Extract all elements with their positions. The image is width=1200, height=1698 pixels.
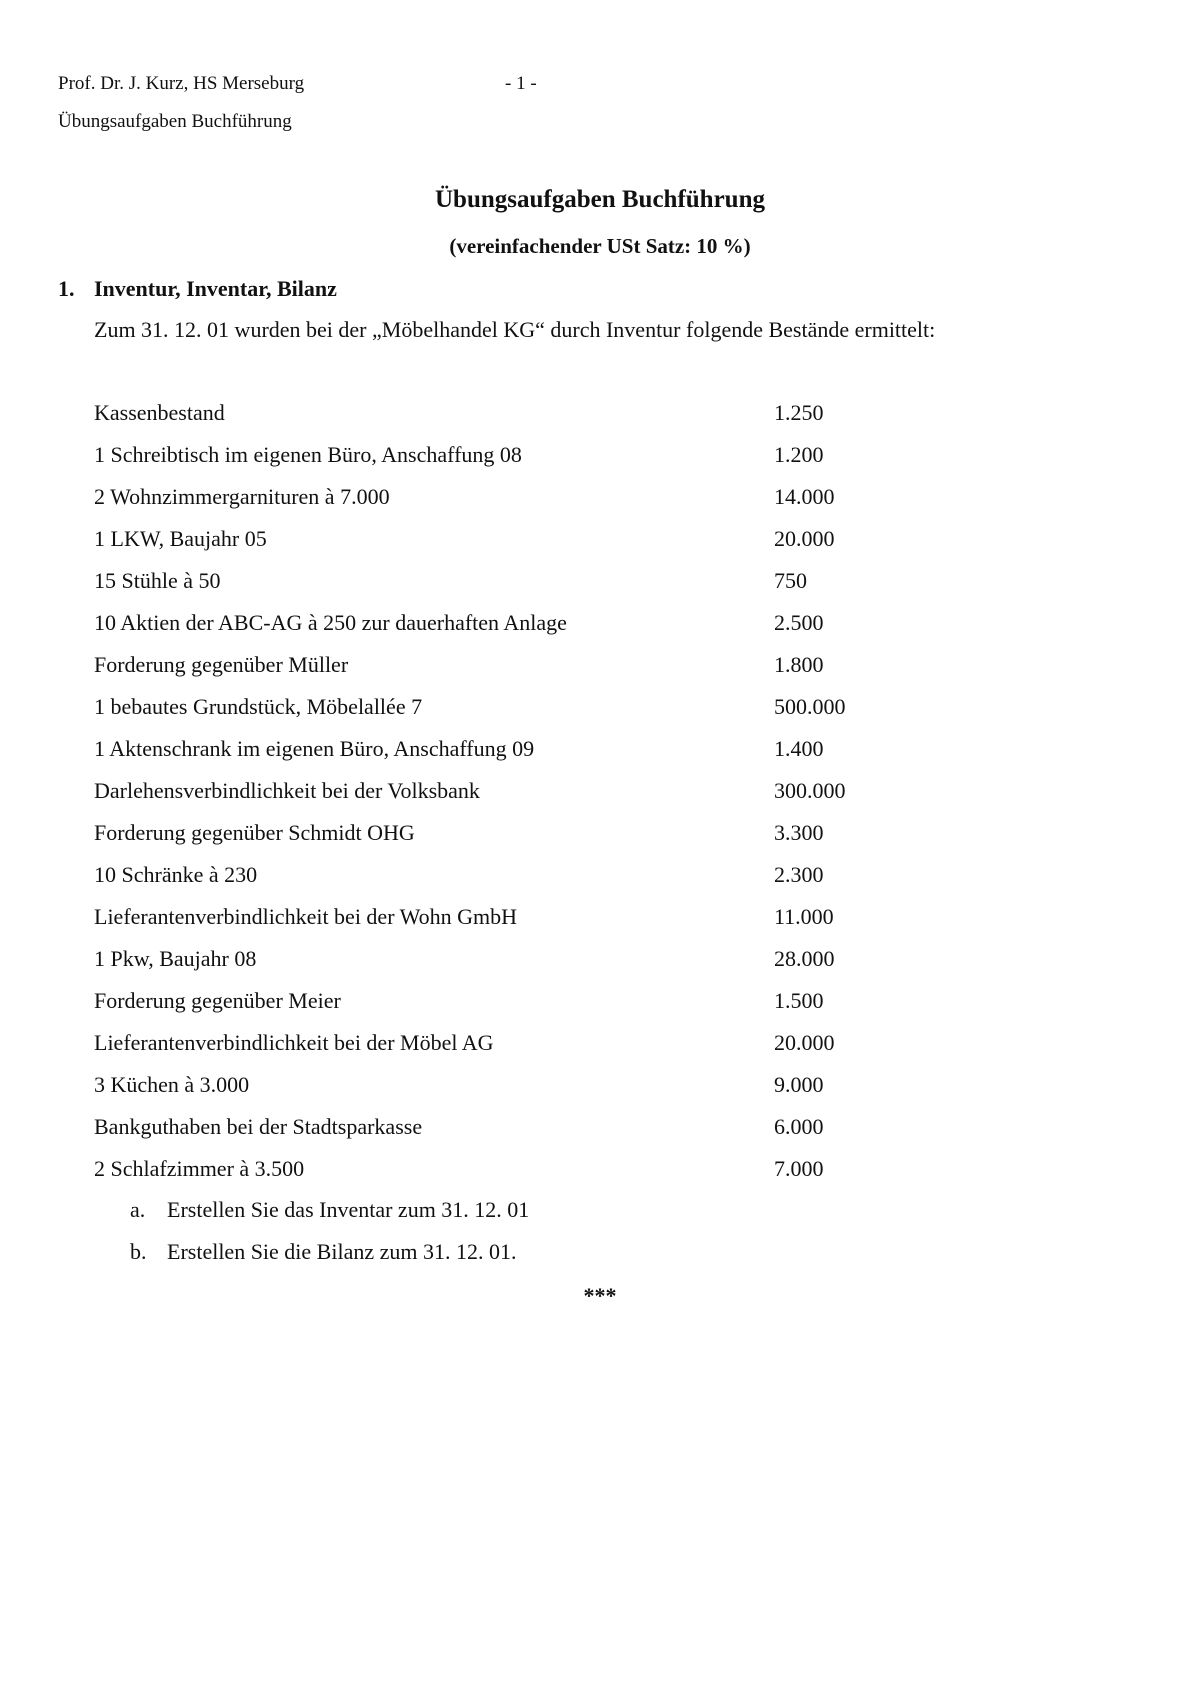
inventory-item-label: Kassenbestand	[94, 400, 225, 425]
inventory-item	[94, 483, 1094, 525]
inventory-item-value: 500.000	[774, 694, 846, 719]
inventory-item-label: Darlehensverbindlichkeit bei der Volksbank	[94, 778, 480, 803]
inventory-item-value: 2.500	[774, 610, 824, 635]
inventory-item-value: 1.200	[774, 442, 824, 467]
inventory-item-label: 10 Aktien der ABC-AG à 250 zur dauerhaften Anlage	[94, 610, 567, 635]
section-intro: Zum 31. 12. 01 wurden bei der „Möbelhandel KG“ durch Inventur folgende Bestände ermittelt:	[94, 317, 936, 342]
inventory-item-value: 28.000	[774, 946, 835, 971]
inventory-item-value: 14.000	[774, 484, 835, 509]
inventory-item-value: 2.300	[774, 862, 824, 887]
inventory-item-value: 300.000	[774, 778, 846, 803]
inventory-item-label: 1 Pkw, Baujahr 08	[94, 946, 257, 971]
inventory-item	[94, 777, 1094, 819]
task-letter: b.	[130, 1239, 147, 1264]
header-page-number: - 1 -	[505, 73, 537, 94]
inventory-item	[94, 735, 1094, 777]
inventory-item	[94, 1029, 1094, 1071]
inventory-item	[94, 1155, 1094, 1197]
inventory-item-label: Lieferantenverbindlichkeit bei der Wohn GmbH	[94, 904, 518, 929]
task-text: Erstellen Sie das Inventar zum 31. 12. 01	[167, 1197, 530, 1222]
inventory-item-value: 9.000	[774, 1072, 824, 1097]
inventory-item-value: 11.000	[774, 904, 834, 929]
inventory-item-value: 7.000	[774, 1156, 824, 1181]
inventory-item-value: 1.500	[774, 988, 824, 1013]
inventory-item-value: 1.800	[774, 652, 824, 677]
task-letter: a.	[130, 1197, 146, 1222]
inventory-item-label: Forderung gegenüber Meier	[94, 988, 341, 1013]
inventory-item-label: Lieferantenverbindlichkeit bei der Möbel AG	[94, 1030, 494, 1055]
inventory-item-value: 1.250	[774, 400, 824, 425]
section-title: Inventur, Inventar, Bilanz	[94, 276, 337, 301]
inventory-item-label: 2 Wohnzimmergarnituren à 7.000	[94, 484, 390, 509]
inventory-item	[94, 819, 1094, 861]
inventory-item-value: 20.000	[774, 526, 835, 551]
inventory-item-label: 2 Schlafzimmer à 3.500	[94, 1156, 305, 1181]
inventory-item-value: 20.000	[774, 1030, 835, 1055]
task-item	[128, 1238, 1028, 1280]
inventory-item-label: Forderung gegenüber Schmidt OHG	[94, 820, 415, 845]
inventory-item	[94, 1113, 1094, 1155]
inventory-item	[94, 861, 1094, 903]
inventory-item	[94, 609, 1094, 651]
inventory-item	[94, 651, 1094, 693]
header-author: Prof. Dr. J. Kurz, HS Merseburg	[58, 73, 305, 94]
document-title: Übungsaufgaben Buchführung	[435, 186, 765, 213]
section-number: 1.	[58, 276, 75, 301]
inventory-item-label: 3 Küchen à 3.000	[94, 1072, 250, 1097]
section-separator: ***	[583, 1283, 617, 1308]
inventory-item	[94, 945, 1094, 987]
inventory-item-label: 15 Stühle à 50	[94, 568, 221, 593]
inventory-item-value: 3.300	[774, 820, 824, 845]
inventory-item	[94, 525, 1094, 567]
inventory-item-label: Forderung gegenüber Müller	[94, 652, 349, 677]
task-text: Erstellen Sie die Bilanz zum 31. 12. 01.	[167, 1239, 517, 1264]
header-subtitle: Übungsaufgaben Buchführung	[58, 111, 292, 132]
inventory-item-label: 1 Schreibtisch im eigenen Büro, Anschaffung 08	[94, 442, 522, 467]
inventory-item	[94, 399, 1094, 441]
inventory-item	[94, 567, 1094, 609]
inventory-item	[94, 693, 1094, 735]
inventory-item-value: 6.000	[774, 1114, 824, 1139]
inventory-item-label: Bankguthaben bei der Stadtsparkasse	[94, 1114, 423, 1139]
inventory-item	[94, 441, 1094, 483]
inventory-item-value: 750	[774, 568, 807, 593]
document-subtitle: (vereinfachender USt Satz: 10 %)	[449, 234, 751, 258]
inventory-item-value: 1.400	[774, 736, 824, 761]
inventory-item	[94, 1071, 1094, 1113]
inventory-item	[94, 903, 1094, 945]
inventory-item	[94, 987, 1094, 1029]
task-item	[128, 1196, 1028, 1238]
task-list	[128, 1196, 1028, 1280]
inventory-item-label: 1 LKW, Baujahr 05	[94, 526, 267, 551]
inventory-list	[94, 399, 1094, 1197]
inventory-item-label: 10 Schränke à 230	[94, 862, 258, 887]
inventory-item-label: 1 bebautes Grundstück, Möbelallée 7	[94, 694, 423, 719]
inventory-item-label: 1 Aktenschrank im eigenen Büro, Anschaffung 09	[94, 736, 535, 761]
